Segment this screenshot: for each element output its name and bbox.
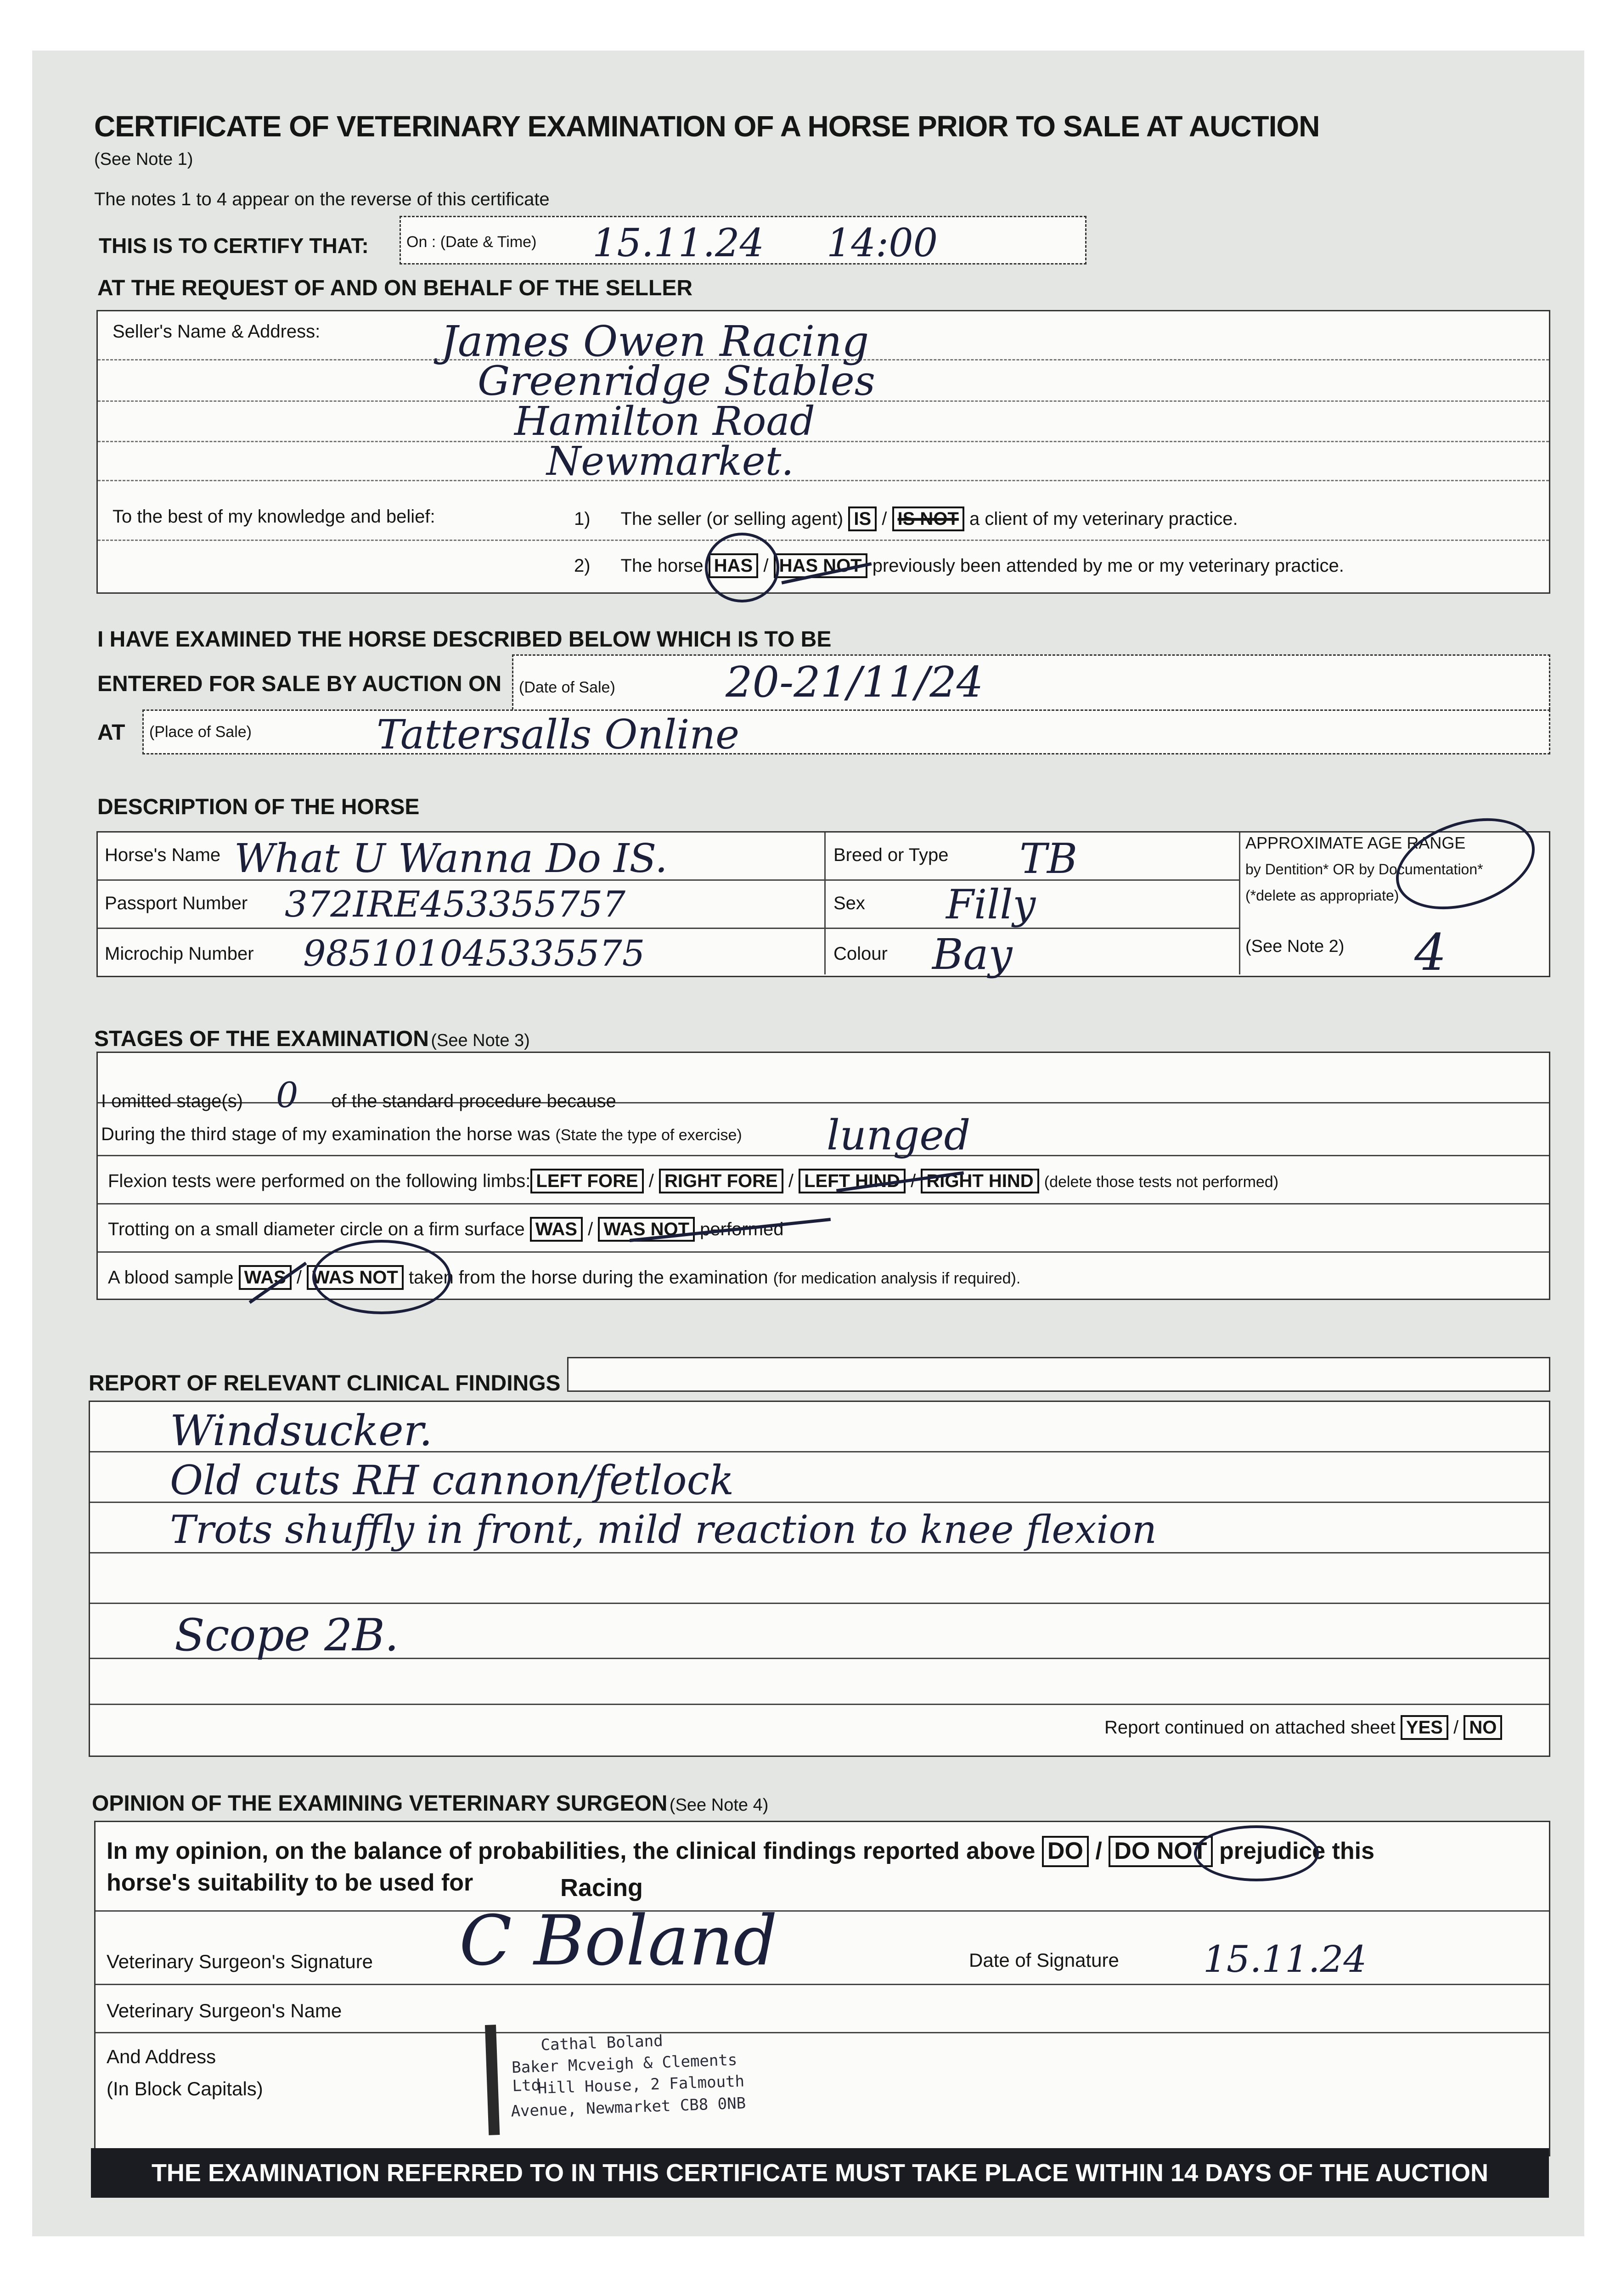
seller-address-line-2: Hamilton Road <box>514 399 815 445</box>
microchip-number-label: Microchip Number <box>105 944 254 964</box>
flexion-left-fore-option: LEFT FORE <box>530 1169 643 1193</box>
certify-time-value: 14:00 <box>827 220 938 265</box>
colour-label: Colour <box>833 944 888 964</box>
horse-name-value: What U Wanna Do IS. <box>234 836 668 882</box>
omitted-stages-value: 0 <box>276 1075 298 1115</box>
passport-number-value: 372IRE453355757 <box>285 884 625 925</box>
on-date-time-label: On : (Date & Time) <box>406 233 537 251</box>
address-label: And Address <box>107 2046 216 2067</box>
breed-label: Breed or Type <box>833 845 949 865</box>
flexion-tests-row: Flexion tests were performed on the following limbs: LEFT FORE / RIGHT FORE / LEFT HIND / RIGHT HIND (delete those tests not performed) <box>108 1169 1278 1193</box>
report-line-3: Trots shuffly in front, mild reaction to knee flexion <box>170 1507 1157 1552</box>
report-line-5: Scope 2B. <box>175 1609 399 1661</box>
report-heading-box <box>567 1357 1550 1392</box>
knowledge-statement-2: 2) The horse HAS / HAS NOT previously been attended by me or my veterinary practice. <box>574 553 1344 578</box>
blood-sample-row: A blood sample WAS / WAS NOT taken from the horse during the examination (for medication analysis if required). <box>108 1265 1020 1290</box>
footer-banner: THE EXAMINATION REFERRED TO IN THIS CERTIFICATE MUST TAKE PLACE WITHIN 14 DAYS OF THE AUCTION <box>91 2148 1549 2198</box>
report-continued-no: NO <box>1464 1715 1502 1740</box>
place-of-sale-label: (Place of Sale) <box>149 723 252 741</box>
vet-signature: C Boland <box>459 1901 778 1981</box>
opinion-do-option: DO <box>1042 1836 1089 1867</box>
third-stage-row: During the third stage of my examination the horse was (State the type of exercise) <box>101 1124 742 1144</box>
microchip-number-value: 985101045335575 <box>303 933 645 974</box>
knowledge-statement-1: 1) The seller (or selling agent) IS / IS NOT a client of my veterinary practice. <box>574 506 1238 531</box>
certify-date-value: 15.11.24 <box>592 220 765 265</box>
examined-heading: I HAVE EXAMINED THE HORSE DESCRIBED BELOW WHICH IS TO BE <box>97 627 832 652</box>
trot-was-not-option: WAS NOT <box>598 1217 695 1242</box>
date-of-signature-value: 15.11.24 <box>1203 1938 1367 1981</box>
opinion-statement-line-2: horse's suitability to be used for <box>107 1869 473 1896</box>
blood-was-not-circle-mark <box>312 1240 451 1314</box>
see-note-1: (See Note 1) <box>94 150 193 169</box>
option-has: HAS <box>709 553 758 578</box>
breed-value: TB <box>1019 835 1078 883</box>
omitted-stages-row: I omitted stage(s) 0 of the standard procedure because <box>101 1075 616 1115</box>
horse-name-label: Horse's Name <box>105 845 221 865</box>
knowledge-label: To the best of my knowledge and belief: <box>113 506 435 527</box>
seller-name-label: Seller's Name & Address: <box>113 321 321 342</box>
age-range-delete-note: (*delete as appropriate) <box>1245 887 1399 904</box>
sale-entered-label: ENTERED FOR SALE BY AUCTION ON <box>97 672 502 696</box>
option-is: IS <box>848 506 877 531</box>
sale-place-box <box>142 709 1550 754</box>
description-heading: DESCRIPTION OF THE HORSE <box>97 795 420 819</box>
trotting-row: Trotting on a small diameter circle on a firm surface WAS / WAS NOT performed <box>108 1217 783 1242</box>
stamp-line-1: Cathal Boland <box>540 2032 664 2054</box>
signature-label: Veterinary Surgeon's Signature <box>107 1951 373 1972</box>
date-of-sale-label: (Date of Sale) <box>519 679 615 696</box>
third-stage-exercise-value: lunged <box>827 1111 971 1159</box>
stamp-line-2: Baker Mcveigh & Clements Ltd <box>511 2050 737 2096</box>
stamp-line-3: Hill House, 2 Falmouth <box>537 2072 745 2098</box>
date-of-signature-label: Date of Signature <box>969 1949 1119 1971</box>
opinion-do-not-option: DO NOT <box>1109 1836 1212 1867</box>
block-capitals-label: (In Block Capitals) <box>107 2078 263 2099</box>
option-is-not: IS NOT <box>892 506 964 531</box>
do-not-circle-mark <box>1194 1825 1319 1881</box>
colour-value: Bay <box>932 930 1013 979</box>
age-value: 4 <box>1414 923 1447 982</box>
passport-number-label: Passport Number <box>105 893 248 913</box>
age-range-title: APPROXIMATE AGE RANGE <box>1245 833 1466 852</box>
stages-heading: STAGES OF THE EXAMINATION (See Note 3) <box>94 1027 530 1051</box>
report-line-2: Old cuts RH cannon/fetlock <box>170 1457 734 1504</box>
opinion-statement: In my opinion, on the balance of probabilities, the clinical findings reported above DO / DO NOT prejudice this <box>107 1836 1374 1867</box>
sale-date-value: 20-21/11/24 <box>726 658 984 707</box>
sale-at-label: AT <box>97 720 125 745</box>
request-heading: AT THE REQUEST OF AND ON BEHALF OF THE SELLER <box>97 276 692 300</box>
trot-was-option: WAS <box>530 1217 583 1242</box>
age-range-see-note: (See Note 2) <box>1245 937 1345 956</box>
blood-was-option: WAS <box>239 1265 292 1290</box>
certificate-title: CERTIFICATE OF VETERINARY EXAMINATION OF A HORSE PRIOR TO SALE AT AUCTION <box>94 110 1320 143</box>
vet-name-label: Veterinary Surgeon's Name <box>107 2000 342 2021</box>
certify-label: THIS IS TO CERTIFY THAT: <box>99 234 369 258</box>
use-purpose-value: Racing <box>560 1874 643 1902</box>
seller-address-line-3: Newmarket. <box>546 439 794 484</box>
age-range-method: by Dentition* OR by Documentation* <box>1245 861 1483 878</box>
stamp-line-4: Avenue, Newmarket CB8 0NB <box>510 2094 746 2121</box>
vet-address-stamp <box>485 2011 751 2140</box>
sex-value: Filly <box>946 881 1036 928</box>
opinion-heading: OPINION OF THE EXAMINING VETERINARY SURGEON (See Note 4) <box>92 1791 769 1816</box>
has-circle-mark <box>705 533 779 602</box>
report-line-1: Windsucker. <box>170 1406 433 1455</box>
seller-address-line-1: Greenridge Stables <box>478 357 875 405</box>
flexion-left-hind-option: LEFT HIND <box>799 1169 906 1193</box>
report-continued-yes: YES <box>1401 1715 1448 1740</box>
flexion-right-hind-option: RIGHT HIND <box>921 1169 1039 1193</box>
sex-label: Sex <box>833 893 865 913</box>
blood-was-not-option: WAS NOT <box>307 1265 404 1290</box>
option-has-not: HAS NOT <box>774 553 867 578</box>
report-continued-row: Report continued on attached sheet YES / NO <box>1104 1715 1502 1740</box>
report-heading: REPORT OF RELEVANT CLINICAL FINDINGS <box>89 1371 561 1396</box>
flexion-right-fore-option: RIGHT FORE <box>659 1169 783 1193</box>
notes-info: The notes 1 to 4 appear on the reverse of this certificate <box>94 189 550 209</box>
seller-name-value: James Owen Racing <box>441 317 869 366</box>
sale-place-value: Tattersalls Online <box>377 711 740 758</box>
